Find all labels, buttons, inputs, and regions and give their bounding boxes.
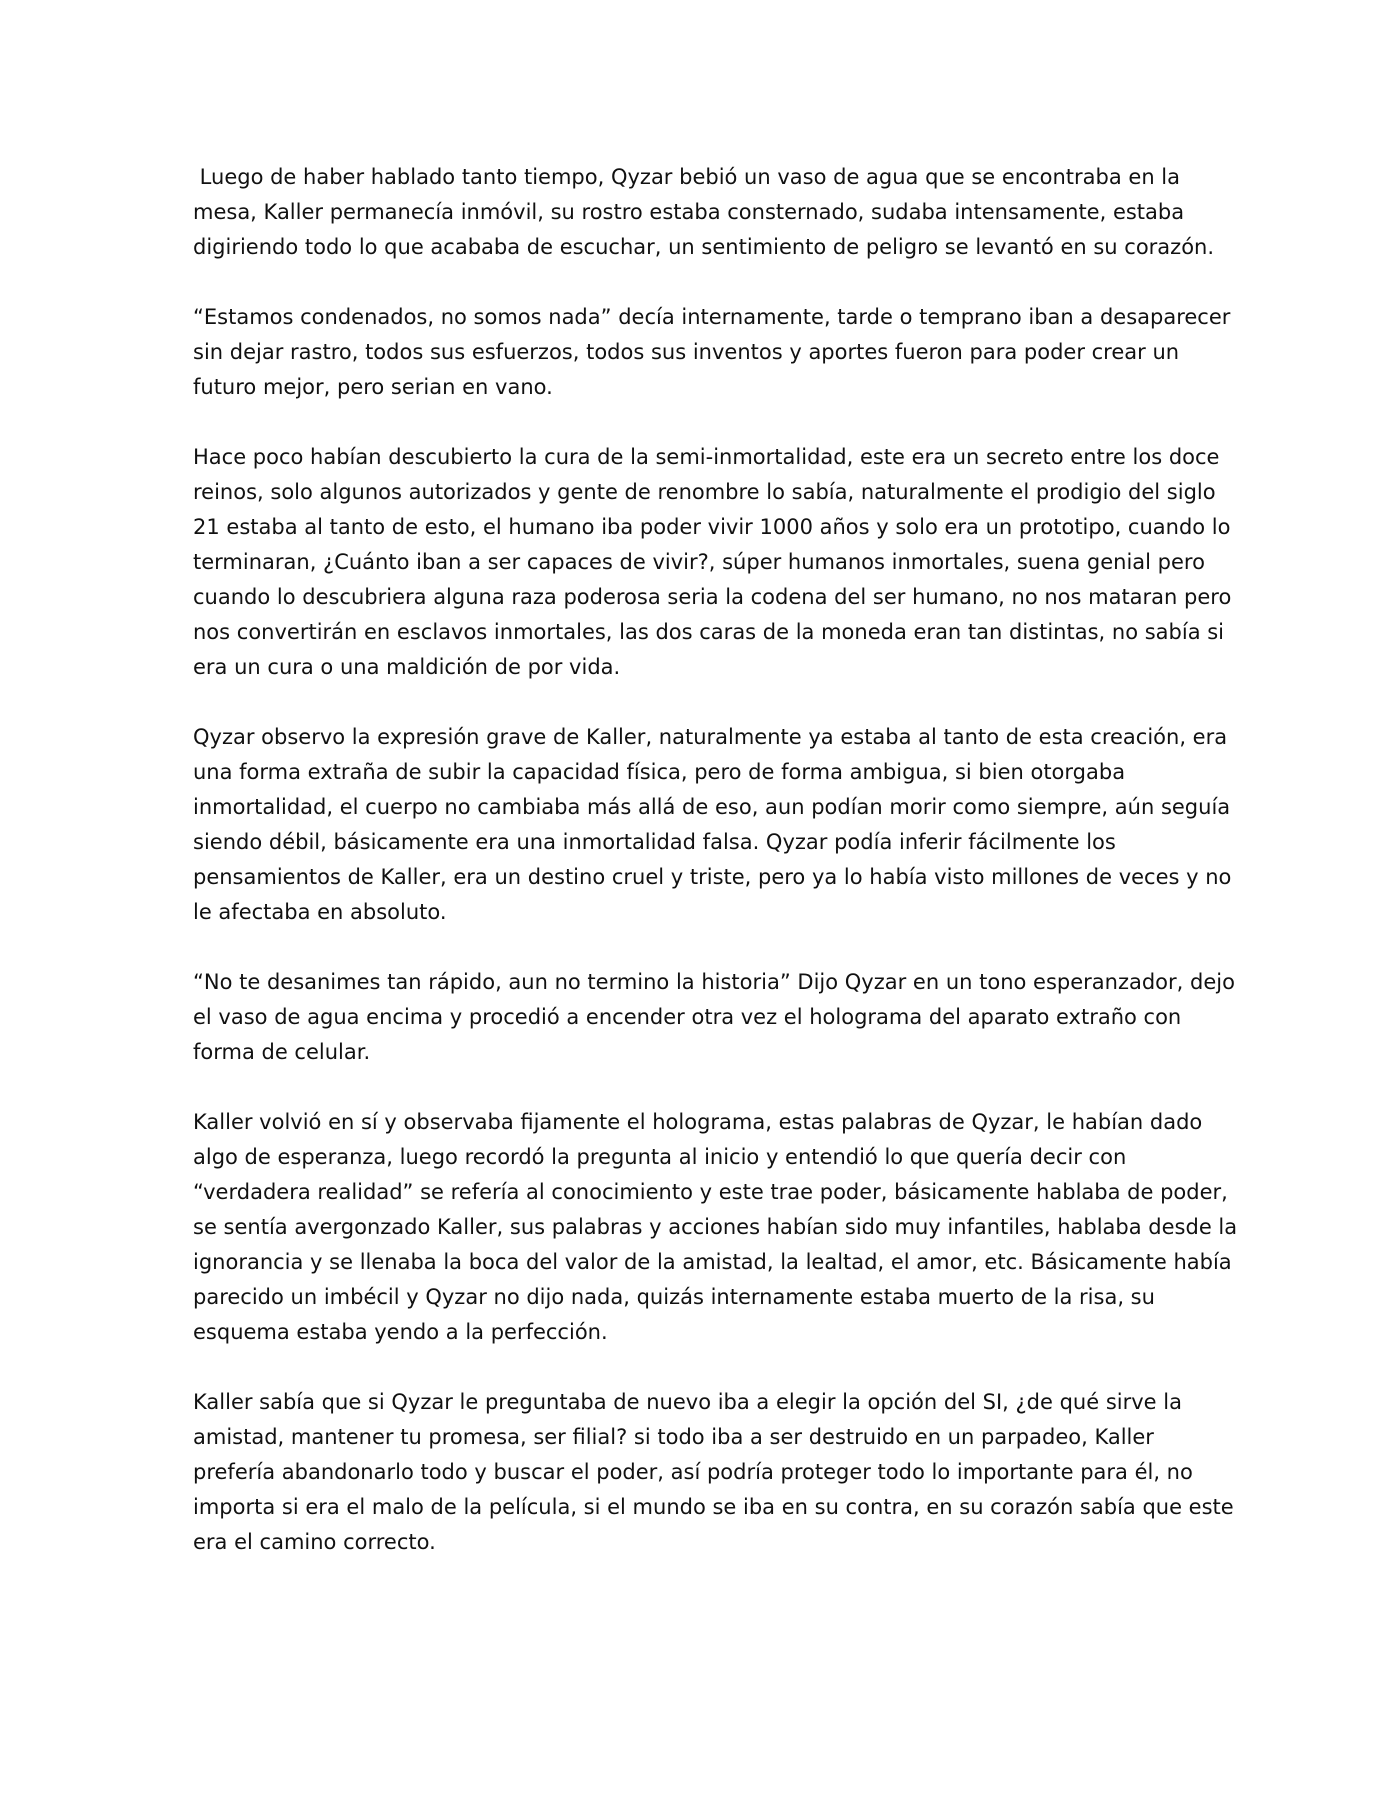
text-line: amistad, mantener tu promesa, ser filial? si todo iba a ser destruido en un parpadeo, Kaller bbox=[193, 1425, 1154, 1449]
paragraph bbox=[193, 1385, 1234, 1560]
text-line: Qyzar observo la expresión grave de Kaller, naturalmente ya estaba al tanto de esta creación, era bbox=[193, 725, 1228, 749]
document-body bbox=[193, 160, 1238, 1595]
text-line: nos convertirán en esclavos inmortales, las dos caras de la moneda eran tan distintas, no sabía si bbox=[193, 620, 1225, 644]
text-line: se sentía avergonzado Kaller, sus palabras y acciones habían sido muy infantiles, hablaba desde la bbox=[193, 1215, 1238, 1239]
text-line: le afectaba en absoluto. bbox=[193, 900, 447, 924]
text-line: inmortalidad, el cuerpo no cambiaba más allá de eso, aun podían morir como siempre, aún seguía bbox=[193, 795, 1231, 819]
text-line: una forma extraña de subir la capacidad física, pero de forma ambigua, si bien otorgaba bbox=[193, 760, 1126, 784]
text-line: Hace poco habían descubierto la cura de la semi-inmortalidad, este era un secreto entre los doce bbox=[193, 445, 1220, 469]
text-line: el vaso de agua encima y procedió a encender otra vez el holograma del aparato extraño con bbox=[193, 1005, 1182, 1029]
text-line: Kaller volvió en sí y observaba fijamente el holograma, estas palabras de Qyzar, le habían dado bbox=[193, 1110, 1203, 1134]
text-line: Kaller sabía que si Qyzar le preguntaba de nuevo iba a elegir la opción del SI, ¿de qué sirve la bbox=[193, 1390, 1182, 1414]
text-line: forma de celular. bbox=[193, 1040, 371, 1064]
text-line: prefería abandonarlo todo y buscar el poder, así podría proteger todo lo importante para él, no bbox=[193, 1460, 1193, 1484]
text-line: digiriendo todo lo que acababa de escuchar, un sentimiento de peligro se levantó en su corazón. bbox=[193, 235, 1215, 259]
text-line: 21 estaba al tanto de esto, el humano iba poder vivir 1000 años y solo era un prototipo, cuando lo bbox=[193, 515, 1231, 539]
text-line: “Estamos condenados, no somos nada” decía internamente, tarde o temprano iban a desaparecer bbox=[193, 305, 1231, 329]
paragraph bbox=[193, 300, 1231, 405]
text-line: pensamientos de Kaller, era un destino cruel y triste, pero ya lo había visto millones de veces y no bbox=[193, 865, 1232, 889]
text-line: ignorancia y se llenaba la boca del valor de la amistad, la lealtad, el amor, etc. Básicamente había bbox=[193, 1250, 1232, 1274]
paragraph bbox=[193, 160, 1215, 265]
text-line: futuro mejor, pero serian en vano. bbox=[193, 375, 553, 399]
text-line: cuando lo descubriera alguna raza poderosa seria la codena del ser humano, no nos mataran pero bbox=[193, 585, 1232, 609]
paragraph bbox=[193, 720, 1232, 930]
text-line: esquema estaba yendo a la perfección. bbox=[193, 1320, 608, 1344]
text-line: siendo débil, básicamente era una inmortalidad falsa. Qyzar podía inferir fácilmente los bbox=[193, 830, 1116, 854]
text-line: “No te desanimes tan rápido, aun no termino la historia” Dijo Qyzar en un tono esperanzador, dejo bbox=[193, 970, 1235, 994]
text-line: parecido un imbécil y Qyzar no dijo nada, quizás internamente estaba muerto de la risa, su bbox=[193, 1285, 1155, 1309]
text-line: importa si era el malo de la película, si el mundo se iba en su contra, en su corazón sabía que este bbox=[193, 1495, 1234, 1519]
paragraph bbox=[193, 440, 1232, 685]
text-line: mesa, Kaller permanecía inmóvil, su rostro estaba consternado, sudaba intensamente, estaba bbox=[193, 200, 1185, 224]
text-line: era un cura o una maldición de por vida. bbox=[193, 655, 621, 679]
text-line: reinos, solo algunos autorizados y gente de renombre lo sabía, naturalmente el prodigio del siglo bbox=[193, 480, 1216, 504]
paragraph bbox=[193, 965, 1235, 1070]
text-line: sin dejar rastro, todos sus esfuerzos, todos sus inventos y aportes fueron para poder crear un bbox=[193, 340, 1180, 364]
text-line: algo de esperanza, luego recordó la pregunta al inicio y entendió lo que quería decir con bbox=[193, 1145, 1127, 1169]
text-line: “verdadera realidad” se refería al conocimiento y este trae poder, básicamente hablaba de poder, bbox=[193, 1180, 1228, 1204]
text-line: era el camino correcto. bbox=[193, 1530, 436, 1554]
paragraph bbox=[193, 1105, 1238, 1350]
text-line: terminaran, ¿Cuánto iban a ser capaces de vivir?, súper humanos inmortales, suena genial pero bbox=[193, 550, 1205, 574]
text-line: Luego de haber hablado tanto tiempo, Qyzar bebió un vaso de agua que se encontraba en la bbox=[193, 165, 1181, 189]
